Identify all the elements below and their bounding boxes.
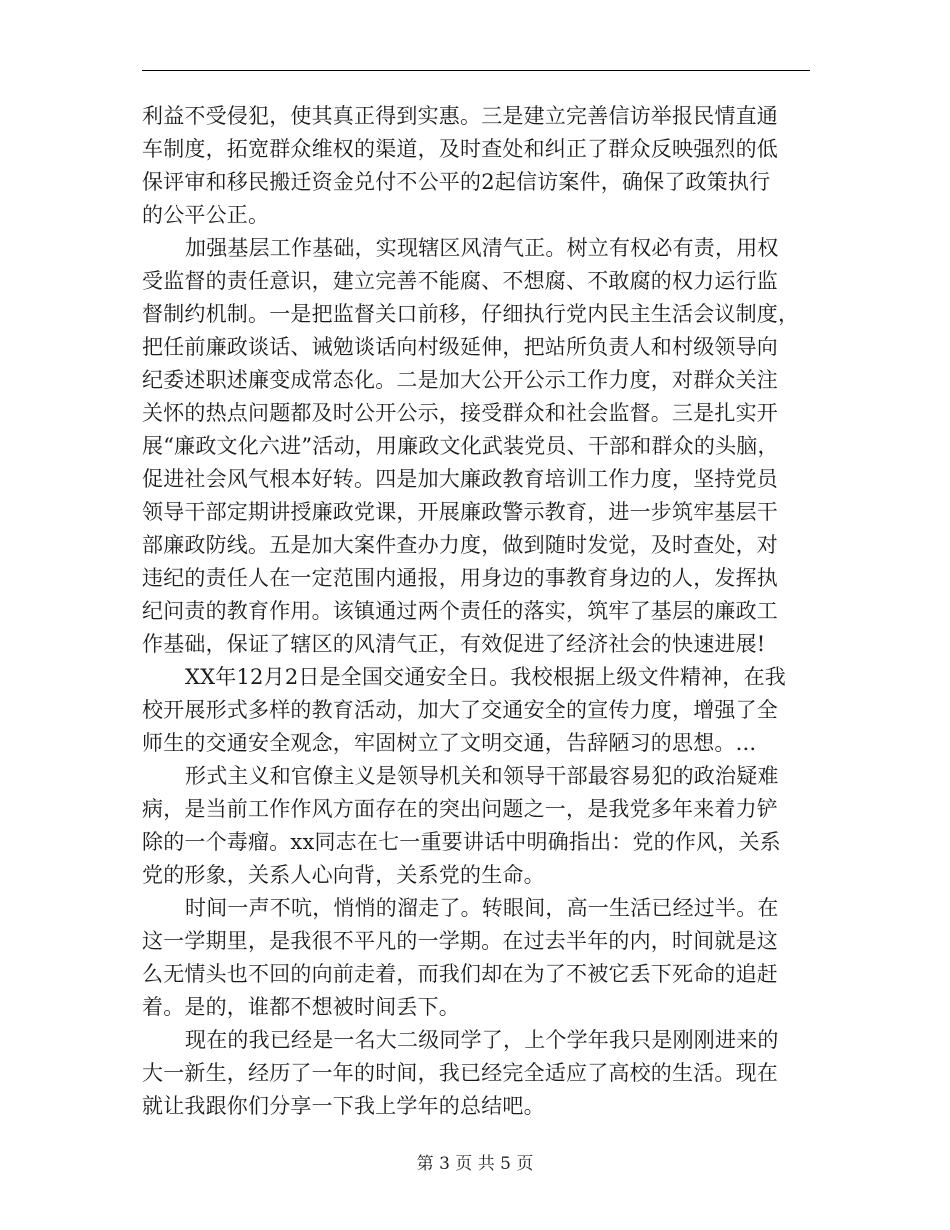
text-line: 作基础，保证了辖区的风清气正，有效促进了经济社会的快速进展! bbox=[142, 632, 766, 656]
paragraph-first-line: 形式主义和官僚主义是领导机关和领导干部最容易犯的政治疑难 bbox=[185, 764, 779, 788]
text-line: 部廉政防线。五是加大案件查办力度，做到随时发觉，及时查处，对 bbox=[142, 533, 778, 557]
text-line: 把任前廉政谈话、诫勉谈话向村级延伸，把站所负责人和村级领导向 bbox=[142, 335, 778, 359]
header-rule bbox=[142, 70, 810, 71]
paragraph-first-line: 现在的我已经是一名大二级同学了，上个学年我只是刚刚进来的 bbox=[185, 1028, 779, 1052]
paragraph-first-line: XX年12月2日是全国交通安全日。我校根据上级文件精神，在我 bbox=[185, 665, 786, 689]
text-line: 利益不受侵犯，使其真正得到实惠。三是建立完善信访举报民情直通 bbox=[142, 104, 778, 128]
text-line: 党的形象，关系人心向背，关系党的生命。 bbox=[142, 863, 545, 887]
text-line: 车制度，拓宽群众维权的渠道，及时查处和纠正了群众反映强烈的低 bbox=[142, 137, 778, 161]
text-line: 展“廉政文化六进”活动，用廉政文化武装党员、干部和群众的头脑， bbox=[142, 434, 779, 458]
paragraph-first-line: 加强基层工作基础，实现辖区风清气正。树立有权必有责，用权 bbox=[185, 236, 779, 260]
text-line: 病，是当前工作作风方面存在的突出问题之一，是我党多年来着力铲 bbox=[142, 797, 778, 821]
text-line: 关怀的热点问题都及时公开公示，接受群众和社会监督。三是扎实开 bbox=[142, 401, 778, 425]
text-line: 违纪的责任人在一定范围内通报，用身边的事教育身边的人，发挥执 bbox=[142, 566, 778, 590]
text-line: 纪问责的教育作用。该镇通过两个责任的落实，筑牢了基层的廉政工 bbox=[142, 599, 778, 623]
text-line: 就让我跟你们分享一下我上学年的总结吧。 bbox=[142, 1094, 545, 1118]
text-line: 督制约机制。一是把监督关口前移，仔细执行党内民主生活会议制度， bbox=[142, 302, 800, 326]
text-line: 着。是的，谁都不想被时间丢下。 bbox=[142, 995, 460, 1019]
document-body bbox=[142, 100, 810, 1123]
page-footer: 第 3 页 共 5 页 bbox=[416, 1154, 534, 1174]
text-line: 保评审和移民搬迁资金兑付不公平的2起信访案件，确保了政策执行 bbox=[142, 170, 771, 194]
text-line: 除的一个毒瘤。xx同志在七一重要讲话中明确指出：党的作风，关系 bbox=[142, 830, 781, 854]
text-line: 大一新生，经历了一年的时间，我已经完全适应了高校的生活。现在 bbox=[142, 1061, 778, 1085]
text-line: 么无情头也不回的向前走着，而我们却在为了不被它丢下死命的追赶 bbox=[142, 962, 778, 986]
paragraph-first-line: 时间一声不吭，悄悄的溜走了。转眼间，高一生活已经过半。在 bbox=[185, 896, 779, 920]
text-line: 领导干部定期讲授廉政党课，开展廉政警示教育，进一步筑牢基层干 bbox=[142, 500, 778, 524]
text-line: 的公平公正。 bbox=[142, 203, 270, 227]
text-line: 受监督的责任意识，建立完善不能腐、不想腐、不敢腐的权力运行监 bbox=[142, 269, 778, 293]
text-line: 师生的交通安全观念，牢固树立了文明交通，告辞陋习的思想。... bbox=[142, 731, 757, 755]
text-line: 这一学期里，是我很不平凡的一学期。在过去半年的内，时间就是这 bbox=[142, 929, 778, 953]
text-line: 纪委述职述廉变成常态化。二是加大公开公示工作力度，对群众关注 bbox=[142, 368, 778, 392]
text-line: 促进社会风气根本好转。四是加大廉政教育培训工作力度，坚持党员 bbox=[142, 467, 778, 491]
text-line: 校开展形式多样的教育活动，加大了交通安全的宣传力度，增强了全 bbox=[142, 698, 778, 722]
